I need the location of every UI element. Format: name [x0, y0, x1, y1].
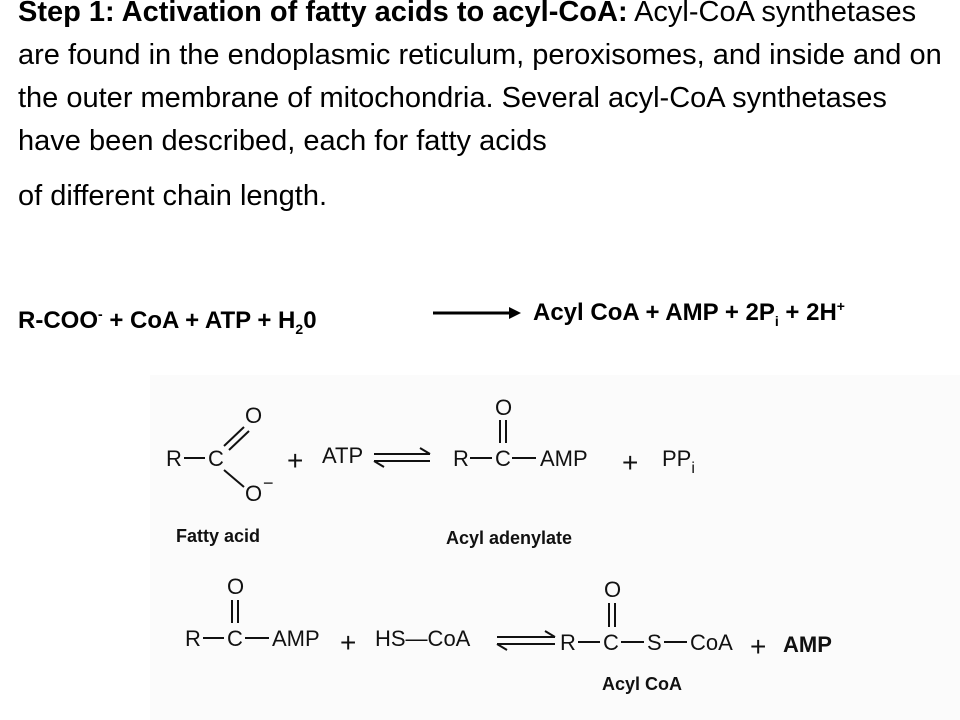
step-heading: Step 1: Activation of fatty acids to acyl-CoA: — [18, 0, 628, 28]
equation-reactants — [18, 306, 317, 337]
acyl-adenylate-structure-2 — [185, 574, 320, 651]
equilibrium-arrow-icon — [497, 631, 555, 650]
coenzyme-a-label: HS—CoA — [375, 626, 471, 651]
charge-superscript: - — [98, 306, 103, 322]
negative-charge-label: − — [263, 473, 274, 493]
r-group-label: R — [166, 446, 182, 471]
plus-sign: + — [622, 447, 639, 478]
acyl-coa-caption: Acyl CoA — [602, 674, 683, 694]
atp-label: ATP — [322, 443, 364, 468]
product-carbon-label: C — [603, 630, 619, 655]
product-r-group-label: R — [453, 446, 469, 471]
carbon-label: C — [208, 446, 224, 471]
plus-sign: + — [287, 445, 304, 476]
pi-subscript: i — [774, 312, 779, 329]
intro-body: Acyl-CoA synthetases are found in the endoplasmic reticulum, peroxisomes, and inside and on the outer membrane of mitochondria. Several acyl-CoA synthetases have been described, each for fatty acids — [18, 0, 942, 157]
equation-products — [533, 298, 845, 329]
amp-label: AMP — [540, 446, 588, 471]
product-r-group-label: R — [560, 630, 576, 655]
product-carbon-label: C — [495, 446, 511, 471]
product-oxygen-label: O — [604, 577, 622, 602]
plus-sign: + — [340, 627, 357, 658]
pyrophosphate-label: $PP_i$ — [662, 446, 695, 477]
water-o-text: 0 — [303, 307, 317, 334]
acyl-coa-structure — [560, 577, 733, 655]
sulfur-label: S — [647, 630, 662, 655]
intro-last-line: of different chain length. — [18, 180, 328, 212]
amp-product-label: AMP — [783, 632, 832, 657]
equilibrium-arrow-icon — [374, 448, 430, 467]
amp-label: AMP — [272, 626, 320, 651]
rcoo-text: R-COO — [18, 307, 98, 334]
fatty-acid-structure — [166, 403, 274, 506]
acyl-adenylate-caption: Acyl adenylate — [446, 528, 573, 548]
intro-paragraph — [18, 0, 948, 218]
h2-subscript: 2 — [295, 320, 304, 337]
coa-label: CoA — [690, 630, 733, 655]
carbonyl-oxygen-label: O — [227, 574, 245, 599]
protons-text: + 2H — [778, 299, 837, 326]
carbon-label: C — [227, 626, 243, 651]
r-group-label: R — [185, 626, 201, 651]
product-oxygen-label: O — [495, 395, 513, 420]
products-text: Acyl CoA + AMP + 2P — [533, 299, 775, 326]
carboxylate-oxygen-label: O — [245, 481, 263, 506]
plus-superscript: + — [836, 298, 845, 314]
carbonyl-oxygen-label: O — [245, 403, 263, 428]
acyl-adenylate-structure — [453, 395, 588, 471]
reaction-arrow-icon — [433, 306, 521, 320]
reactants-text: + CoA + ATP + H — [102, 307, 296, 334]
fatty-acid-caption: Fatty acid — [176, 526, 261, 546]
reaction-diagram — [150, 375, 960, 720]
plus-sign: + — [750, 631, 767, 662]
